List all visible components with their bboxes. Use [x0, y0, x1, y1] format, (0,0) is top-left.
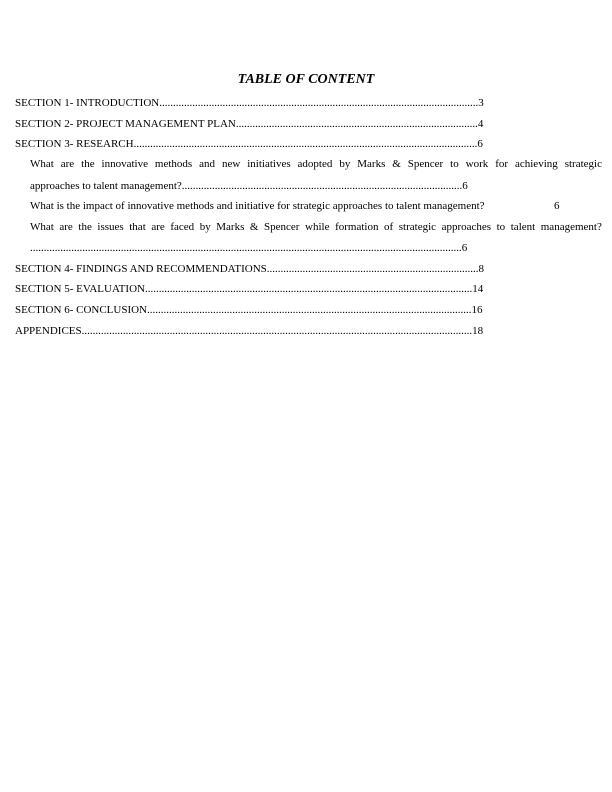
word: issues [97, 221, 124, 233]
word: are [151, 221, 165, 233]
word: approaches [441, 221, 492, 233]
word: innovative [101, 158, 148, 170]
word: while [305, 221, 330, 233]
toc-subentry-innovative-methods-line2 [30, 179, 470, 193]
word: What [30, 158, 54, 170]
toc-entry-label: approaches to talent management? [30, 180, 182, 192]
toc-entry-label: SECTION 5- EVALUATION [15, 283, 145, 295]
toc-entry-page: 3 [478, 97, 484, 109]
word: strategic [398, 221, 437, 233]
toc-entry-page: 6 [477, 138, 483, 150]
word: are [59, 221, 73, 233]
toc-entry-label: SECTION 2- PROJECT MANAGEMENT PLAN [15, 118, 236, 130]
toc-entry-label: SECTION 1- INTRODUCTION [15, 97, 160, 109]
toc-entry-page: 18 [472, 325, 484, 337]
word: to [450, 158, 459, 170]
word: by [339, 158, 351, 170]
toc-entry-label: SECTION 3- RESEARCH [15, 138, 134, 150]
toc-entry-findings [15, 262, 486, 276]
toc-title: TABLE OF CONTENT [237, 72, 375, 87]
word: faced [170, 221, 195, 233]
toc-subentry-issues-line1 [30, 220, 602, 234]
leader-dots: ........................................................................................ [235, 118, 478, 130]
toc-entry-conclusion [15, 303, 486, 317]
leader-dots: ............................................................................................................................. [133, 138, 478, 150]
word: to [496, 221, 506, 233]
word: and [199, 158, 216, 170]
word: for [495, 158, 509, 170]
toc-entry-page: 6 [461, 242, 468, 254]
word: new [221, 158, 241, 170]
word: of [384, 221, 394, 233]
word: are [60, 158, 75, 170]
toc-entry-project-management-plan [15, 117, 486, 131]
word: achieving [514, 158, 558, 170]
word: management? [540, 221, 602, 233]
toc-entry-label: SECTION 6- CONCLUSION [15, 304, 147, 316]
word: adopted [297, 158, 333, 170]
toc-entry-introduction [15, 96, 486, 110]
word: & [249, 221, 259, 233]
leader-dots: ............................................................................................................................................................. [30, 242, 462, 254]
word: Marks [216, 221, 245, 233]
toc-entry-page: 16 [471, 304, 483, 316]
toc-entry-page: 4 [477, 118, 484, 130]
toc-entry-page: 6 [462, 180, 468, 192]
toc-entry-evaluation [15, 282, 486, 296]
word: Marks [357, 158, 386, 170]
toc-entry-research [15, 137, 486, 151]
leader-dots: ....................................................................................................................... [144, 283, 473, 295]
leader-dots: ...................................................................................................... [181, 180, 463, 192]
toc-subentry-impact: What is the impact of innovative methods and initiative for strategic approaches to talent management? [30, 200, 485, 212]
toc-entry-page: 6 [554, 200, 560, 212]
word: & [392, 158, 401, 170]
toc-entry-appendices [15, 324, 486, 338]
word: formation [335, 221, 379, 233]
word: the [81, 158, 95, 170]
word: by [199, 221, 211, 233]
toc-entry-label: SECTION 4- FINDINGS AND RECOMMENDATIONS [15, 263, 267, 275]
word: methods [154, 158, 193, 170]
leader-dots: ...................................................................................................................... [147, 304, 472, 316]
toc-entry-page: 8 [478, 263, 485, 275]
word: work [465, 158, 489, 170]
word: talent [510, 221, 536, 233]
toc-entry-label: APPENDICES [15, 325, 82, 337]
leader-dots: .................................................................................................................... [159, 97, 479, 109]
word: What [30, 221, 54, 233]
word: Spencer [407, 158, 444, 170]
toc-subentry-issues-line2 [30, 241, 470, 255]
word: the [78, 221, 92, 233]
leader-dots: ............................................................................. [266, 263, 479, 275]
word: Spencer [264, 221, 300, 233]
leader-dots: .............................................................................................................................................. [81, 325, 473, 337]
word: initiatives [247, 158, 291, 170]
toc-subentry-innovative-methods-line1 [30, 157, 602, 171]
word: strategic [564, 158, 602, 170]
toc-entry-page: 14 [472, 283, 484, 295]
word: that [129, 221, 146, 233]
